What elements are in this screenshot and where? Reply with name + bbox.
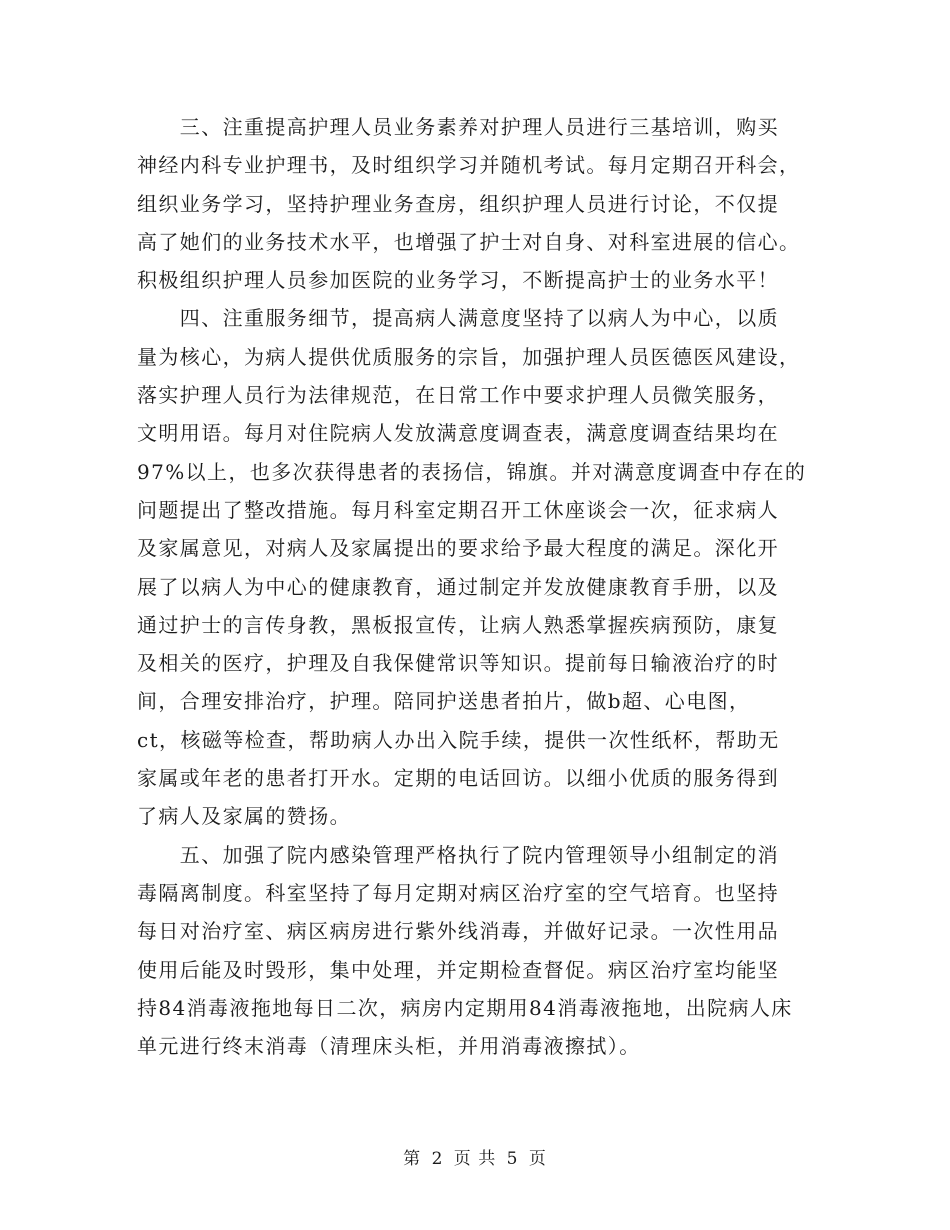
footer-page-number: 2 — [431, 1149, 444, 1169]
text-line: 三、注重提高护理人员业务素养对护理人员进行三基培训，购买 — [137, 115, 779, 139]
footer-prefix: 第 — [403, 1149, 422, 1169]
text-line: 落实护理人员行为法律规范，在日常工作中要求护理人员微笑服务， — [137, 383, 779, 408]
text-line: 及相关的医疗，护理及自我保健常识等知识。提前每日输液治疗的时 — [137, 651, 779, 676]
text-line: 家属或年老的患者打开水。定期的电话回访。以细小优质的服务得到 — [137, 766, 779, 791]
document-body — [137, 108, 827, 1065]
footer-middle: 页 共 — [453, 1149, 497, 1169]
text-line: 量为核心，为病人提供优质服务的宗旨，加强护理人员医德医风建设， — [137, 344, 801, 369]
text-line: 四、注重服务细节，提高病人满意度坚持了以病人为中心，以质 — [137, 306, 779, 331]
text-line: 展了以病人为中心的健康教育，通过制定并发放健康教育手册，以及 — [137, 574, 779, 599]
text-line: 文明用语。每月对住院病人发放满意度调查表，满意度调查结果均在 — [137, 421, 779, 446]
text-line: 间，合理安排治疗，护理。陪同护送患者拍片，做b超、心电图， — [137, 689, 751, 714]
text-line: 通过护士的言传身教，黑板报宣传，让病人熟悉掌握疾病预防，康复 — [137, 612, 779, 637]
text-line: 神经内科专业护理书，及时组织学习并随机考试。每月定期召开科会， — [137, 153, 801, 178]
text-line: 组织业务学习，坚持护理业务查房，组织护理人员进行讨论，不仅提 — [137, 191, 779, 216]
text-line: 毒隔离制度。科室坚持了每月定期对病区治疗室的空气培育。也坚持 — [137, 880, 779, 905]
text-line: 问题提出了整改措施。每月科室定期召开工休座谈会一次，征求病人 — [137, 497, 779, 522]
text-line: 持84消毒液拖地每日二次，病房内定期用84消毒液拖地，出院病人床 — [137, 995, 793, 1020]
footer-suffix: 页 — [528, 1149, 547, 1169]
text-line: 积极组织护理人员参加医院的业务学习，不断提高护士的业务水平！ — [137, 268, 779, 293]
text-line: 了病人及家属的赞扬。 — [137, 804, 351, 829]
text-line: 及家属意见，对病人及家属提出的要求给予最大程度的满足。深化开 — [137, 536, 779, 561]
text-line: 单元进行终末消毒（清理床头柜，并用消毒液擦拭）。 — [137, 1034, 641, 1059]
text-line: ct，核磁等检查，帮助病人办出入院手续，提供一次性纸杯，帮助无 — [137, 727, 780, 752]
text-line: 五、加强了院内感染管理严格执行了院内管理领导小组制定的消 — [137, 842, 779, 867]
footer-total-pages: 5 — [506, 1149, 519, 1169]
text-line: 每日对治疗室、病区病房进行紫外线消毒，并做好记录。一次性用品 — [137, 919, 779, 944]
text-line: 97%以上，也多次获得患者的表扬信，锦旗。并对满意度调查中存在的 — [137, 459, 807, 484]
page-footer — [0, 1144, 950, 1169]
text-line: 高了她们的业务技术水平，也增强了护士对自身、对科室进展的信心。 — [137, 229, 801, 254]
text-line: 使用后能及时毁形，集中处理，并定期检查督促。病区治疗室均能坚 — [137, 957, 779, 982]
